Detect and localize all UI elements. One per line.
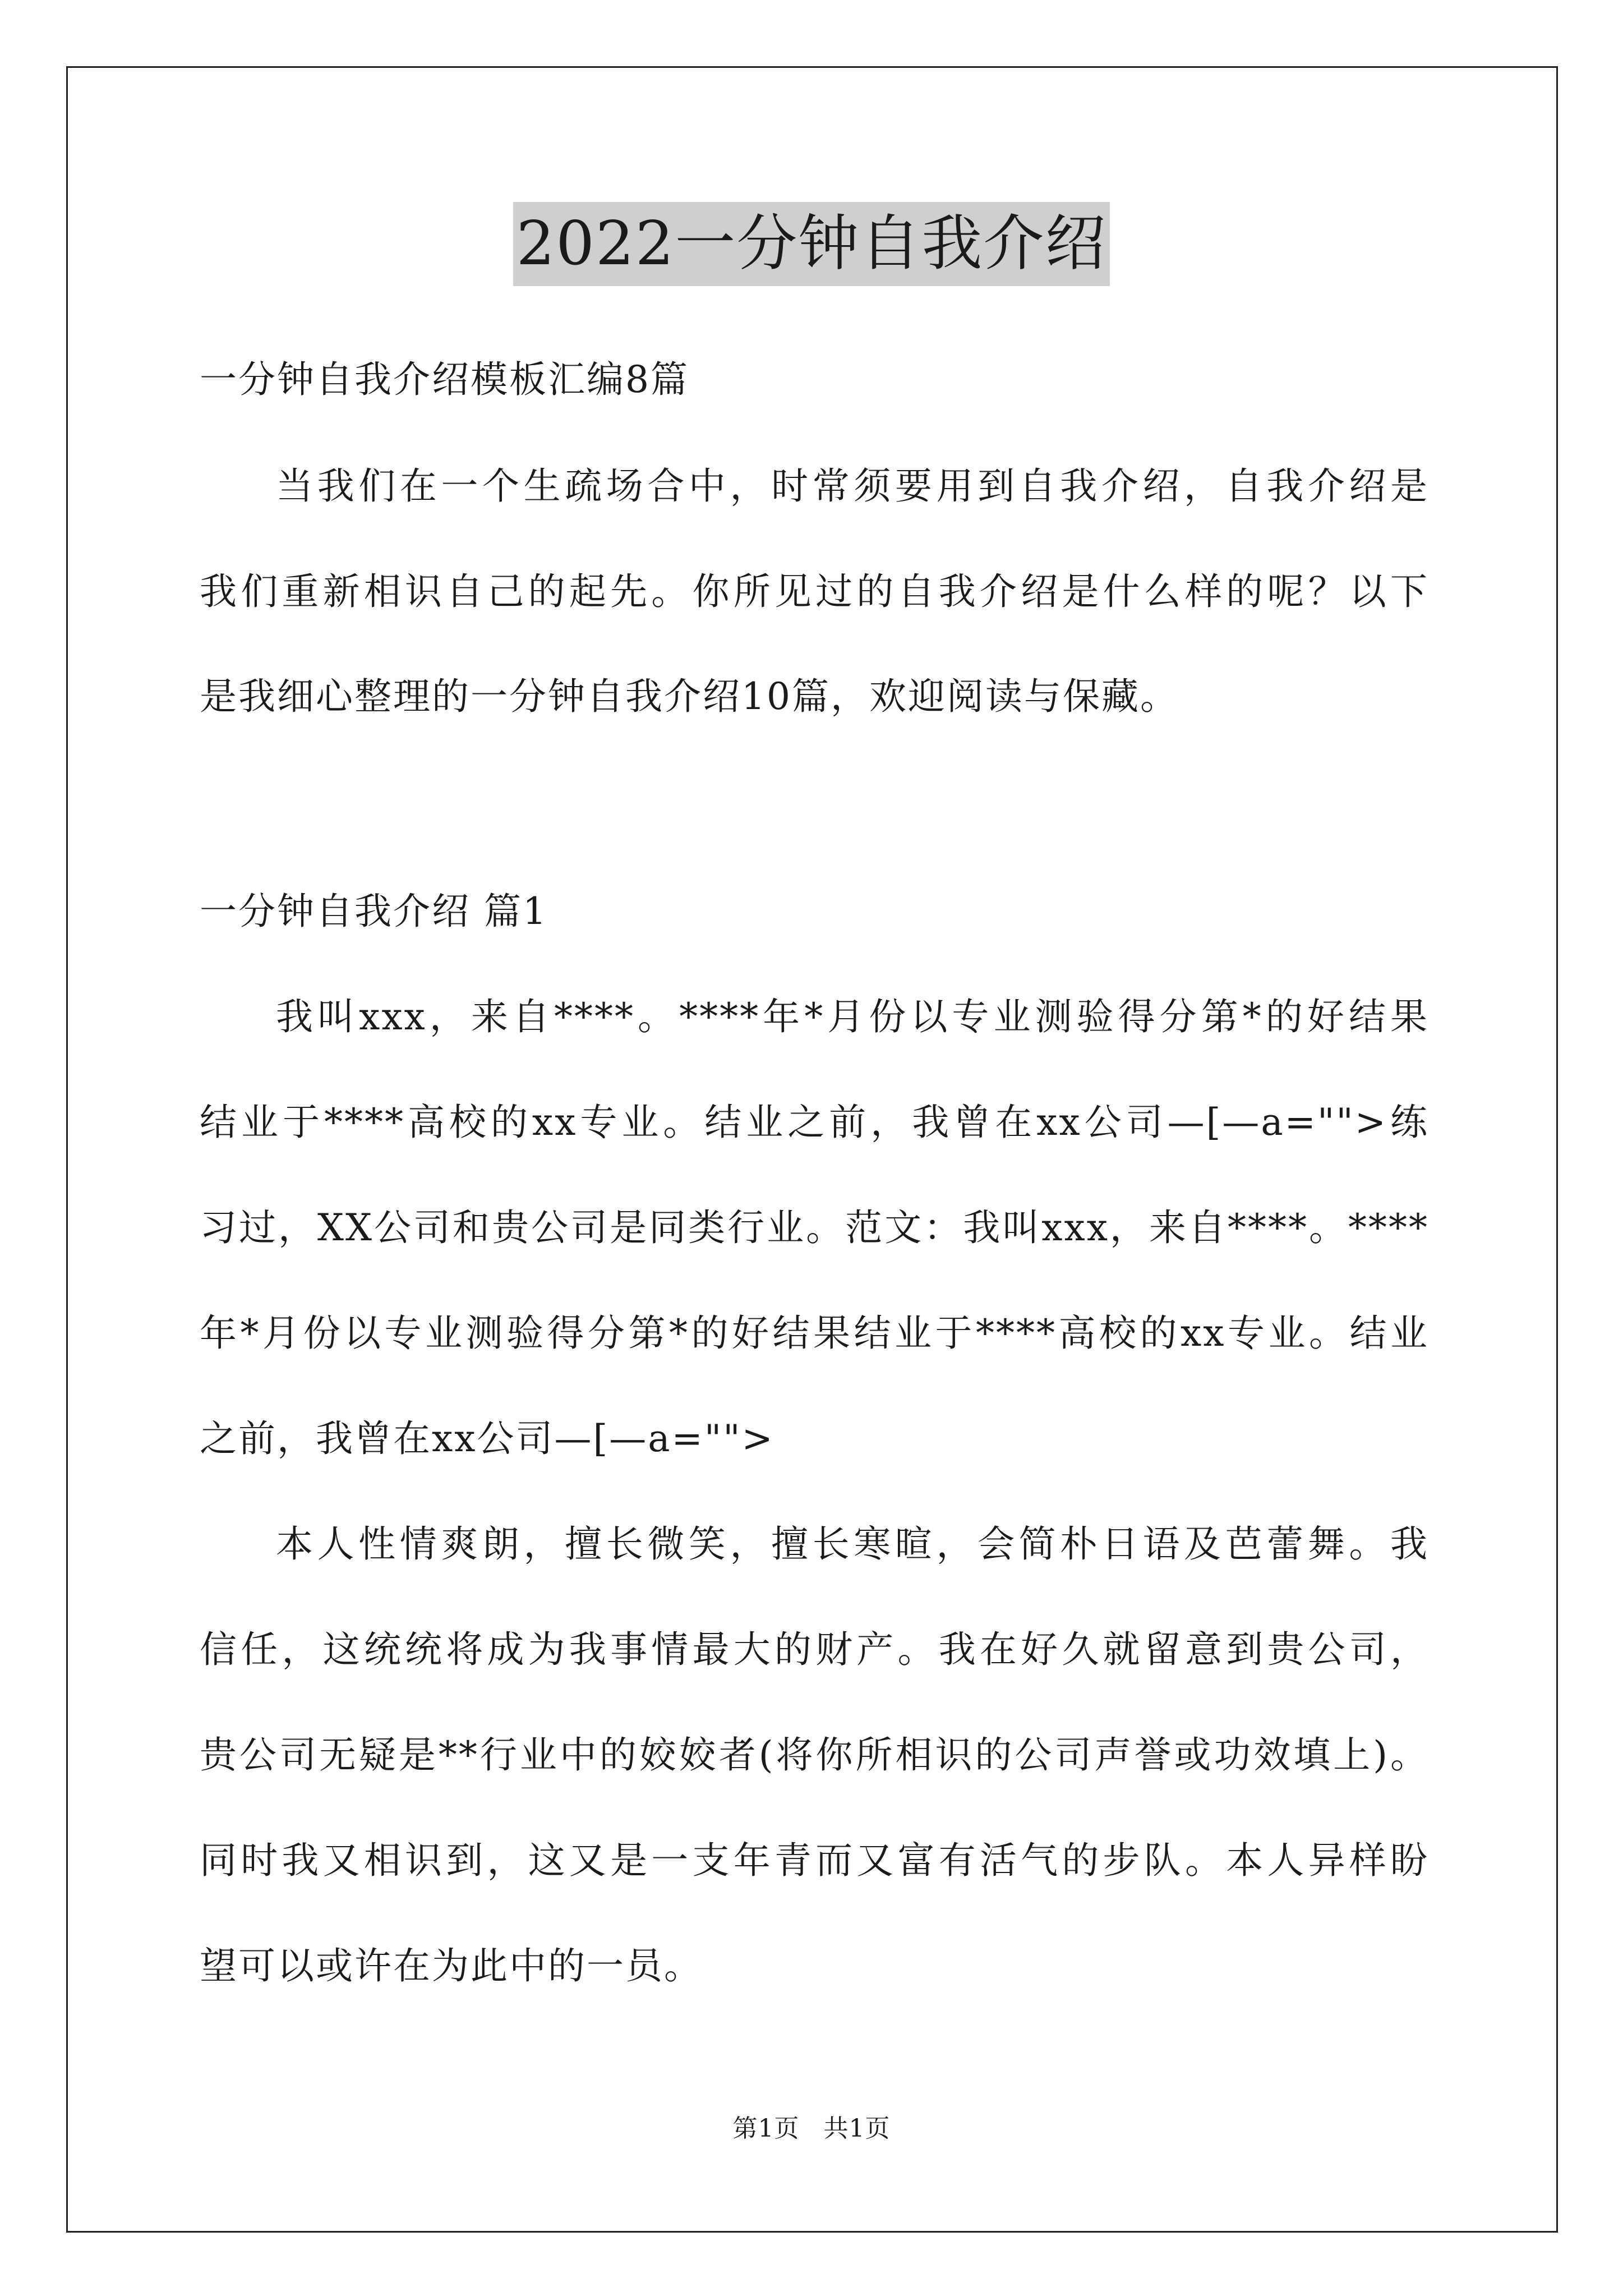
page-number-current: 第1页 bbox=[732, 2114, 800, 2143]
paragraph2-line: 本人性情爽朗，擅长微笑，擅长寒暄，会简朴日语及芭蕾舞。我 bbox=[276, 1522, 1429, 1566]
paragraph2-line: 信任，这统统将成为我事情最大的财产。我在好久就留意到贵公司， bbox=[200, 1628, 1429, 1671]
paragraph1-line: 我叫xxx，来自****。****年*月份以专业测验得分第*的好结果 bbox=[276, 995, 1429, 1038]
subtitle: 一分钟自我介绍模板汇编8篇 bbox=[200, 358, 689, 401]
intro-line: 是我细心整理的一分钟自我介绍10篇，欢迎阅读与保藏。 bbox=[200, 675, 1179, 718]
page-footer bbox=[0, 2112, 1623, 2146]
section-heading: 一分钟自我介绍 篇1 bbox=[200, 890, 548, 933]
intro-line: 当我们在一个生疏场合中，时常须要用到自我介绍，自我介绍是 bbox=[276, 464, 1429, 508]
paragraph1-line: 之前，我曾在xx公司—[—a=""> bbox=[200, 1417, 774, 1460]
paragraph2-line: 同时我又相识到，这又是一支年青而又富有活气的步队。本人异样盼 bbox=[200, 1839, 1429, 1882]
paragraph2-line: 望可以或许在为此中的一员。 bbox=[200, 1944, 703, 1987]
paragraph2-line: 贵公司无疑是**行业中的姣姣者(将你所相识的公司声誉或功效填上)。 bbox=[200, 1733, 1429, 1777]
intro-line: 我们重新相识自己的起先。你所见过的自我介绍是什么样的呢？以下 bbox=[200, 570, 1429, 613]
page-title: 2022一分钟自我介绍 bbox=[513, 202, 1110, 286]
paragraph1-line: 结业于****高校的xx专业。结业之前，我曾在xx公司—[—a="">练 bbox=[200, 1101, 1429, 1144]
paragraph1-line: 习过，XX公司和贵公司是同类行业。范文：我叫xxx，来自****。**** bbox=[200, 1206, 1429, 1249]
page-number-total: 共1页 bbox=[823, 2114, 891, 2143]
title-container bbox=[0, 202, 1623, 286]
paragraph1-line: 年*月份以专业测验得分第*的好结果结业于****高校的xx专业。结业 bbox=[200, 1312, 1429, 1355]
